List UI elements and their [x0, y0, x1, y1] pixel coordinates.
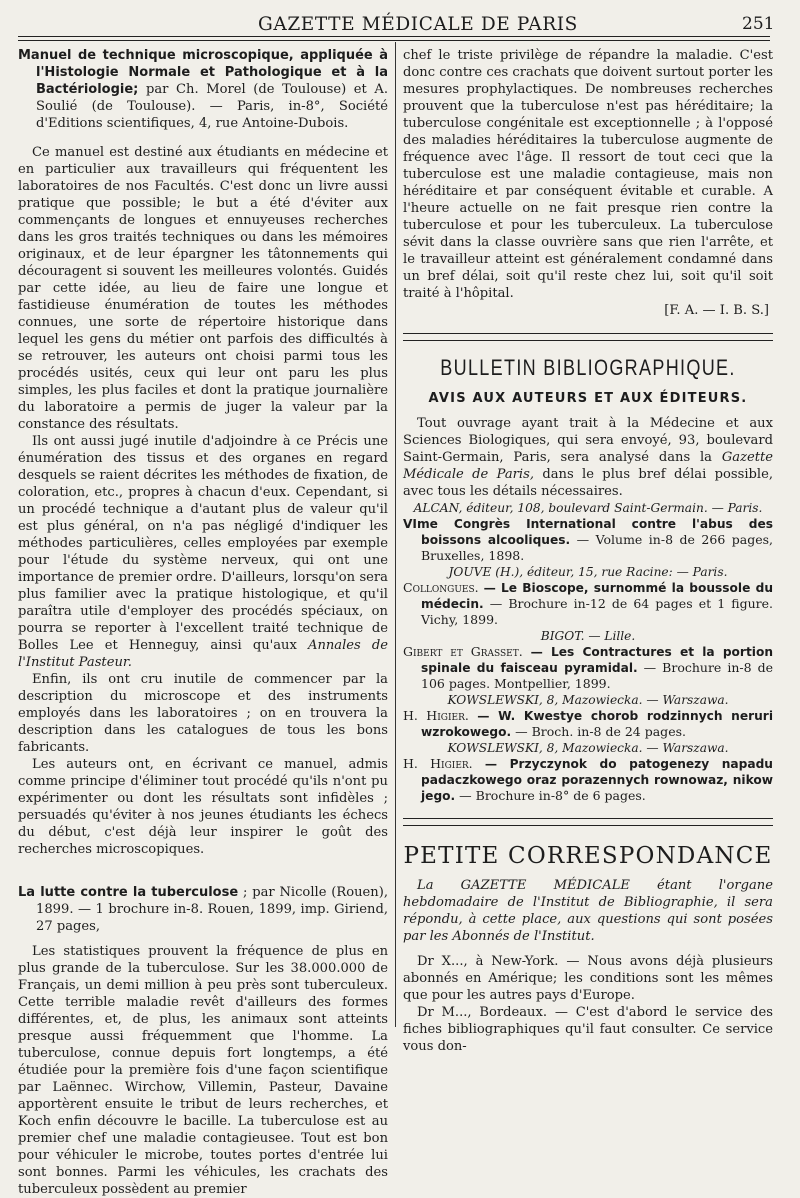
section-separator	[403, 818, 773, 826]
bib-entry-title: — Les Contractures et la portion spinale du faisceau pyramidal.	[421, 645, 773, 675]
bib-entry-author: Collongues.	[403, 580, 479, 595]
bib-entry-details: — Broch. in-8 de 24 pages.	[515, 724, 686, 739]
bib-entry	[403, 516, 773, 564]
publisher-kowslewski: KOWSLEWSKI, 8, Mazowiecka. — Warszawa.	[447, 741, 729, 755]
right-column	[403, 47, 773, 1055]
bib-entry-author: Gibert et Grasset.	[403, 644, 523, 659]
column-divider	[395, 42, 396, 1027]
correspondance-reply	[403, 953, 773, 1004]
publisher-bigot: BIGOT. — Lille.	[540, 629, 636, 643]
bib-entry	[403, 644, 773, 692]
review-signature: [F. A. — I. B. S.]	[664, 303, 769, 318]
bib-entry-title: — Le Bioscope, surnommé la boussole du médecin.	[421, 581, 773, 611]
bib-entry-author: H. Higier.	[403, 756, 473, 771]
manual-paragraph-3: Enfin, ils ont cru inutile de commencer par la description du microscope et des instruments employés dans les laboratoires ; on en trouvera la description dans les catalogues de tous les bons fabricants.	[18, 672, 388, 755]
bib-entry	[403, 580, 773, 628]
bib-entry-title: VIme Congrès International contre l'abus des boissons alcooliques.	[403, 517, 773, 547]
manual-paragraph-2-italic: Annales de l'Institut Pasteur.	[18, 638, 389, 670]
header-rule-double	[18, 40, 770, 41]
manual-byline: par Ch. Morel (de Toulouse) et A. Soulié (de Toulouse). — Paris, in-8°, Société d'Editions scientifiques, 4, rue Antoine-Dubois.	[36, 82, 389, 131]
header-rule	[18, 36, 770, 37]
running-title: GAZETTE MÉDICALE DE PARIS	[258, 14, 578, 35]
page-number: 251	[742, 14, 775, 34]
correspondance-reply-text: — Nous avons déjà plusieurs abonnés en Amérique; les conditions sont les mêmes que pour les autres pays d'Europe.	[403, 954, 774, 1003]
publisher-kowslewski: KOWSLEWSKI, 8, Mazowiecka. — Warszawa.	[447, 693, 729, 707]
manual-paragraph-2	[18, 433, 388, 671]
avis-text-italic: Gazette Médicale de Paris,	[403, 450, 773, 482]
correspondance-reply-recipient: Dr M..., Bordeaux.	[417, 1005, 548, 1020]
manual-paragraph-2-text: Ils ont aussi jugé inutile d'adjoindre à ce Précis une énumération des tissus et des organes en regard desquels se raient décrites les méthodes de fixation, de coloration, etc., propres à chacun d'eux. Cependant, si un procédé technique a d'autant plus de valeur qu'il est plus général, on n'a pas négligé d'indiquer les méthodes particulières, celles employées par exemple pour l'étude du système nerveux, qui ont une importance de premier ordre. D'ailleurs, lorsqu'on sera plus familier avec la pratique histologique, et qu'il paraîtra utile d'employer des procédés spéciaux, on pourra se reporter à l'excellent traité technique de Bolles Lee et Henneguy, ainsi qu'aux	[18, 434, 388, 653]
bib-entry-title: — W. Kwestye chorob rodzinnych neruri wzrokowego.	[421, 709, 773, 739]
publisher-jouve: JOUVE (H.), éditeur, 15, rue Racine: — Paris.	[448, 565, 728, 579]
bulletin-bibliographique-title: BULLETIN BIBLIOGRAPHIQUE.	[440, 355, 736, 380]
publisher-alcan: ALCAN, éditeur, 108, boulevard Saint-Germain. — Paris.	[413, 501, 763, 515]
tuberculosis-review-heading	[18, 884, 388, 935]
bib-entry-author: H. Higier.	[403, 708, 469, 723]
correspondance-reply-recipient: Dr X..., à New-York.	[417, 954, 559, 969]
manual-title: Manuel de technique microscopique, appliquée à l'Histologie Normale et Pathologique et à la Bactériologie;	[18, 48, 388, 97]
avis-text-b: dans le plus bref délai possible, avec tous les détails nécessaires.	[403, 467, 773, 499]
tuberculosis-title: La lutte contre la tuberculose	[18, 885, 239, 900]
bib-entry-title: — Przyczynok do patogenezy napadu padaczkowego oraz porazennych rownowaz, nikow jego.	[421, 757, 773, 803]
left-column	[18, 47, 388, 1198]
correspondance-reply-text: — C'est d'abord le service des fiches bibliographiques qu'il faut consulter. Ce service vous don-	[403, 1005, 773, 1054]
tuberculosis-byline: ; par Nicolle (Rouen), 1899. — 1 brochure in-8. Rouen, 1899, imp. Giriend, 27 pages,	[36, 885, 388, 934]
tuberculosis-paragraph-1-continued: chef le triste privilège de répandre la maladie. C'est donc contre ces crachats que doivent surtout porter les mesures prophylactiques. De nombreuses recherches prouvent que la tuberculose n'est pas héréditaire; la tuberculose congénitale est exceptionnelle ; à l'opposé des maladies héréditaires la tuberculose augmente de fréquence avec l'âge. Il ressort de tout ceci que la tuberculose est une maladie contagieuse, mais non héréditaire et par conséquent évitable et curable. A l'heure actuelle on ne fait presque rien contre la tuberculose et pour les tuberculeux. La tuberculose sévit dans la classe ouvrière sans que rien l'arrête, et le travailleur atteint est généralement condamné dans un bref délai, soit qu'il reste chez lui, soit qu'il soit traité à l'hôpital.	[403, 48, 773, 301]
bib-entry-details: — Volume in-8 de 266 pages, Bruxelles, 1898.	[421, 532, 773, 563]
avis-text-a: Tout ouvrage ayant trait à la Médecine et aux Sciences Biologiques, qui sera envoyé, 93, boulevard Saint-Germain, Paris, sera analysé dans la	[403, 416, 773, 465]
tuberculosis-paragraph-1: Les statistiques prouvent la fréquence de plus en plus grande de la tuberculose. Sur les 38.000.000 de Français, un demi million à peu près sont tuberculeux. Cette terrible maladie revêt d'ailleurs des formes différentes, et, de plus, les animaux sont atteints presque aussi fréquemment que l'homme. La tuberculose, connue depuis fort longtemps, a été étudiée pour la première fois d'une façon scientifique par Laënnec. Wirchow, Villemin, Pasteur, Davaine apportèrent ensuite le tribut de leurs recherches, et Koch enfin découvre le bacille. La tuberculose est au premier chef une maladie contagieusee. Tout est bon pour véhiculer le microbe, toutes portes d'entrée lui sont bonnes. Parmi les véhicules, les crachats des tuberculeux possèdent au premier	[18, 944, 388, 1197]
correspondance-intro: La GAZETTE MÉDICALE étant l'organe hebdomadaire de l'Institut de Bibliographie, il sera répondu, à cette place, aux questions qui sont posées par les Abonnés de l'Institut.	[403, 878, 773, 944]
bib-entry	[403, 756, 773, 804]
manual-paragraph-4: Les auteurs ont, en écrivant ce manuel, admis comme principe d'éliminer tout procédé qu'ils n'ont pu expérimenter ou dont les résultats sont infidèles ; persuadés qu'éviter à nos jeunes étudiants les échecs du début, c'est déjà leur inspirer le goût des recherches microscopiques.	[18, 757, 388, 857]
avis-paragraph	[403, 415, 773, 500]
manual-review-heading	[18, 47, 388, 132]
bib-entry-details: — Brochure in-12 de 64 pages et 1 figure. Vichy, 1899.	[421, 596, 773, 627]
manual-paragraph-1: Ce manuel est destiné aux étudiants en médecine et en particulier aux travailleurs qui fréquentent les laboratoires de nos Facultés. C'est donc un livre aussi pratique que possible; le but a été d'éviter aux commençants de longues et ennuyeuses recherches dans les gros traités techniques ou dans les mémoires originaux, et de leur épargner les tâtonnements qui découragent si souvent les meilleures volontés. Guidés par cette idée, au lieu de faire une longue et fastidieuse énumération de toutes les méthodes connues, une sorte de répertoire historique dans lequel les gens du métier ont parfois des difficultés à se retrouver, les auteurs ont choisi parmi tous les procédés usités, ceux qui leur ont paru les plus simples, les plus faciles et dont la pratique journalière du laboratoire a permis de juger la valeur par la constance des résultats.	[18, 145, 388, 432]
section-separator	[403, 333, 773, 341]
bibliography-list	[403, 500, 773, 804]
bib-entry-details: — Brochure in-8° de 6 pages.	[459, 788, 646, 803]
correspondance-reply	[403, 1004, 773, 1055]
page-header	[0, 12, 800, 36]
avis-auteurs-title: AVIS AUX AUTEURS ET AUX ÉDITEURS.	[428, 391, 748, 406]
bib-entry	[403, 708, 773, 740]
petite-correspondance-title: PETITE CORRESPONDANCE	[403, 843, 773, 869]
bib-entry-details: — Brochure in-8 de 106 pages. Montpellier, 1899.	[421, 660, 773, 691]
